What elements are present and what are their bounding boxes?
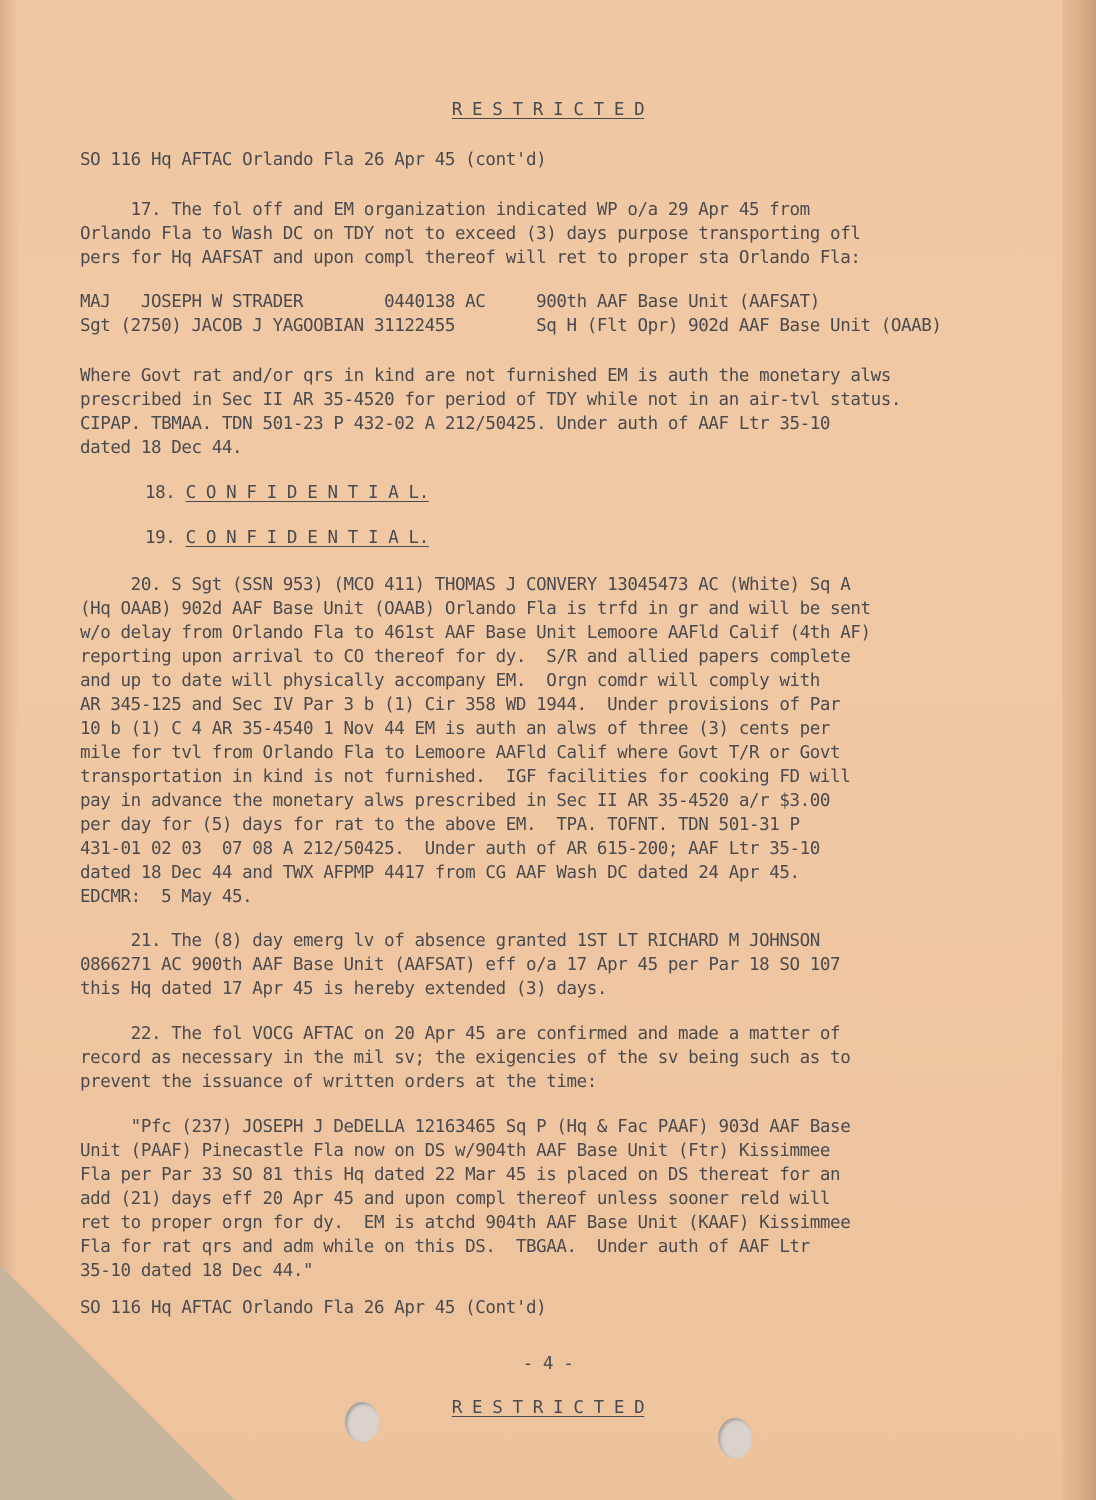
para19-text: C O N F I D E N T I A L. bbox=[185, 528, 429, 548]
para20-line: reporting upon arrival to CO thereof for dy. S/R and allied papers complete bbox=[80, 647, 851, 667]
para20-line: 431-01 02 03 07 08 A 212/50425. Under auth of AR 615-200; AAF Ltr 35-10 bbox=[80, 839, 820, 859]
roster-entry: MAJ JOSEPH W STRADER 0440138 AC 900th AAF Base Unit (AAFSAT) bbox=[80, 292, 820, 312]
para20-line: and up to date will physically accompany EM. Orgn comdr will comply with bbox=[80, 671, 820, 691]
para22-quote-line: ret to proper orgn for dy. EM is atchd 904th AAF Base Unit (KAAF) Kissimmee bbox=[80, 1213, 851, 1233]
para22-quote-line: Fla for rat qrs and adm while on this DS. TBGAA. Under auth of AAF Ltr bbox=[80, 1237, 810, 1257]
para22-quote-line: Fla per Par 33 SO 81 this Hq dated 22 Mar 45 is placed on DS thereat for an bbox=[80, 1165, 841, 1185]
order-reference-top: SO 116 Hq AFTAC Orlando Fla 26 Apr 45 (cont'd) bbox=[80, 150, 547, 170]
header-classification: R E S T R I C T E D bbox=[451, 100, 645, 120]
para20-line: mile for tvl from Orlando Fla to Lemoore AAFld Calif where Govt T/R or Govt bbox=[80, 743, 841, 763]
para20-line: EDCMR: 5 May 45. bbox=[80, 887, 253, 907]
para22-line: prevent the issuance of written orders at the time: bbox=[80, 1072, 597, 1092]
para17-rations-line: prescribed in Sec II AR 35-4520 for period of TDY while not in an air-tvl status. bbox=[80, 390, 902, 410]
para22-quote-line: 35-10 dated 18 Dec 44." bbox=[80, 1261, 314, 1281]
punch-hole-right bbox=[718, 1418, 752, 1458]
para22-quote-line: Unit (PAAF) Pinecastle Fla now on DS w/904th AAF Base Unit (Ftr) Kissimmee bbox=[80, 1141, 831, 1161]
roster-entry: Sgt (2750) JACOB J YAGOOBIAN 31122455 Sq H (Flt Opr) 902d AAF Base Unit (OAAB) bbox=[80, 316, 942, 336]
para20-line: 20. S Sgt (SSN 953) (MCO 411) THOMAS J CONVERY 13045473 AC (White) Sq A bbox=[80, 575, 851, 595]
punch-hole-left bbox=[345, 1402, 379, 1442]
para21-line: 0866271 AC 900th AAF Base Unit (AAFSAT) eff o/a 17 Apr 45 per Par 18 SO 107 bbox=[80, 955, 841, 975]
para21-line: this Hq dated 17 Apr 45 is hereby extended (3) days. bbox=[80, 979, 608, 999]
para22-quote-line: add (21) days eff 20 Apr 45 and upon compl thereof unless sooner reld will bbox=[80, 1189, 831, 1209]
para20-line: per day for (5) days for rat to the above EM. TPA. TOFNT. TDN 501-31 P bbox=[80, 815, 800, 835]
para17-rations-line: Where Govt rat and/or qrs in kind are not furnished EM is auth the monetary alws bbox=[80, 366, 891, 386]
folded-corner bbox=[0, 1265, 235, 1500]
para20-line: (Hq OAAB) 902d AAF Base Unit (OAAB) Orlando Fla is trfd in gr and will be sent bbox=[80, 599, 871, 619]
para17-rations-line: CIPAP. TBMAA. TDN 501-23 P 432-02 A 212/50425. Under auth of AAF Ltr 35-10 bbox=[80, 414, 831, 434]
para20-line: 10 b (1) C 4 AR 35-4540 1 Nov 44 EM is auth an alws of three (3) cents per bbox=[80, 719, 831, 739]
para20-line: w/o delay from Orlando Fla to 461st AAF Base Unit Lemoore AAFld Calif (4th AF) bbox=[80, 623, 871, 643]
para22-quote-line: "Pfc (237) JOSEPH J DeDELLA 12163465 Sq P (Hq & Fac PAAF) 903d AAF Base bbox=[80, 1117, 851, 1137]
paper-right-edge bbox=[1062, 0, 1096, 1500]
para20-line: pay in advance the monetary alws prescribed in Sec II AR 35-4520 a/r $3.00 bbox=[80, 791, 831, 811]
para19-number: 19. bbox=[145, 528, 176, 548]
para17-line: Orlando Fla to Wash DC on TDY not to exceed (3) days purpose transporting ofl bbox=[80, 224, 861, 244]
paragraph-18 bbox=[145, 481, 429, 505]
page-number: - 4 - bbox=[522, 1354, 574, 1374]
para17-rations-line: dated 18 Dec 44. bbox=[80, 438, 243, 458]
para18-text: C O N F I D E N T I A L. bbox=[185, 483, 429, 503]
para18-number: 18. bbox=[145, 483, 176, 503]
order-reference-bottom: SO 116 Hq AFTAC Orlando Fla 26 Apr 45 (Cont'd) bbox=[80, 1298, 547, 1318]
paragraph-19 bbox=[145, 526, 429, 550]
para20-line: dated 18 Dec 44 and TWX AFPMP 4417 from CG AAF Wash DC dated 24 Apr 45. bbox=[80, 863, 800, 883]
para17-line: 17. The fol off and EM organization indicated WP o/a 29 Apr 45 from bbox=[80, 200, 810, 220]
para20-line: transportation in kind is not furnished. IGF facilities for cooking FD will bbox=[80, 767, 851, 787]
para17-line: pers for Hq AAFSAT and upon compl thereof will ret to proper sta Orlando Fla: bbox=[80, 248, 861, 268]
para21-line: 21. The (8) day emerg lv of absence granted 1ST LT RICHARD M JOHNSON bbox=[80, 931, 820, 951]
para22-line: 22. The fol VOCG AFTAC on 20 Apr 45 are confirmed and made a matter of bbox=[80, 1024, 841, 1044]
para20-line: AR 345-125 and Sec IV Par 3 b (1) Cir 358 WD 1944. Under provisions of Par bbox=[80, 695, 841, 715]
footer-classification: R E S T R I C T E D bbox=[451, 1398, 645, 1418]
para22-line: record as necessary in the mil sv; the exigencies of the sv being such as to bbox=[80, 1048, 851, 1068]
